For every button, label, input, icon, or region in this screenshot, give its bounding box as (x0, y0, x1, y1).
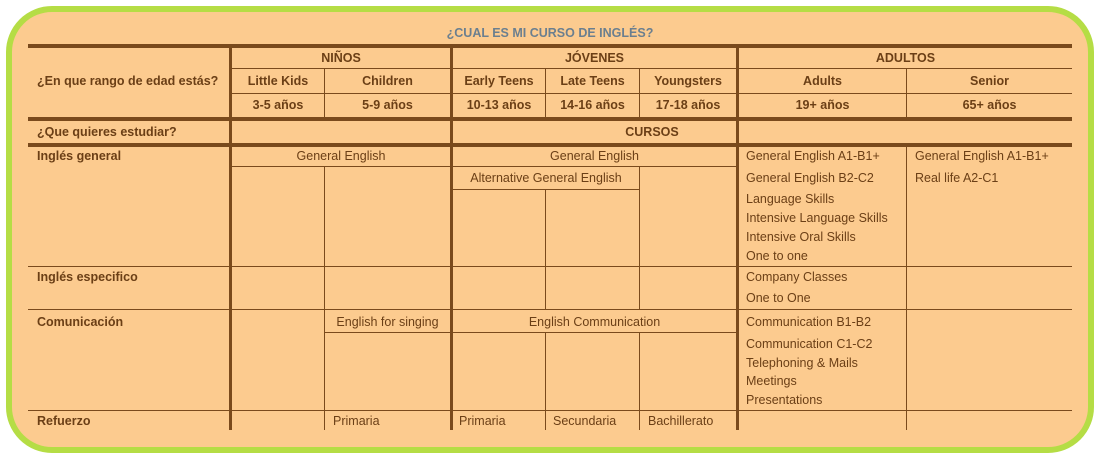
course-adults-general-1: General English A1-B1+ (746, 149, 880, 163)
course-adults-communication-3: Telephoning & Mails (746, 356, 858, 370)
level-late-teens: Late Teens (560, 74, 625, 88)
course-jovenes-communication: English Communication (528, 315, 661, 329)
course-early-teens-primaria: Primaria (459, 414, 506, 428)
level-little-kids: Little Kids (247, 74, 309, 88)
course-youngsters-bachillerato: Bachillerato (648, 414, 714, 428)
divider (324, 166, 325, 430)
age-children: 5-9 años (362, 98, 413, 112)
level-children: Children (362, 74, 413, 88)
divider (28, 44, 1072, 48)
level-early-teens: Early Teens (464, 74, 534, 88)
course-adults-communication-4: Meetings (746, 374, 797, 388)
course-children-singing: English for singing (336, 315, 439, 329)
divider (545, 189, 546, 310)
level-youngsters: Youngsters (654, 74, 722, 88)
course-adults-general-4: Intensive Language Skills (746, 211, 888, 225)
age-early-teens: 10-13 años (466, 98, 532, 112)
divider (639, 166, 640, 310)
row-label-refuerzo: Refuerzo (37, 414, 91, 428)
level-adults: Adults (803, 74, 842, 88)
group-adultos: ADULTOS (875, 51, 936, 65)
table-title: ¿CUAL ES MI CURSO DE INGLÉS? (446, 26, 654, 40)
row-label-general: Inglés general (37, 149, 122, 163)
divider (28, 143, 1072, 147)
course-adults-general-6: One to one (746, 249, 808, 263)
divider (453, 189, 639, 190)
divider (639, 332, 640, 430)
age-adults: 19+ años (795, 98, 850, 112)
course-late-teens-secundaria: Secundaria (553, 414, 617, 428)
course-jovenes-alternative: Alternative General English (470, 171, 622, 185)
group-ninos: NIÑOS (321, 51, 361, 65)
divider (231, 93, 1072, 94)
age-senior: 65+ años (962, 98, 1017, 112)
course-adults-especifico-1: Company Classes (746, 270, 848, 284)
divider (28, 266, 1072, 267)
course-senior-general-1: General English A1-B1+ (915, 149, 1049, 163)
course-ninos-general: General English (296, 149, 386, 163)
cursos-header: CURSOS (625, 125, 679, 139)
course-adults-communication-2: Communication C1-C2 (746, 337, 873, 351)
divider (231, 68, 1072, 69)
course-adults-communication-1: Communication B1-B2 (746, 315, 872, 329)
course-adults-general-2: General English B2-C2 (746, 171, 874, 185)
divider (325, 332, 738, 333)
course-adults-especifico-2: One to One (746, 291, 811, 305)
age-late-teens: 14-16 años (560, 98, 625, 112)
age-question-label: ¿En que rango de edad estás? (37, 74, 219, 88)
divider (545, 332, 546, 430)
divider (28, 309, 1072, 310)
group-jovenes: JÓVENES (564, 51, 625, 65)
divider (28, 117, 1072, 121)
age-youngsters: 17-18 años (655, 98, 721, 112)
divider (231, 166, 738, 167)
course-adults-communication-5: Presentations (746, 393, 823, 407)
course-adults-general-3: Language Skills (746, 192, 835, 206)
divider (28, 410, 1072, 411)
row-label-especifico: Inglés especifico (37, 270, 138, 284)
course-jovenes-general: General English (550, 149, 639, 163)
study-question-label: ¿Que quieres estudiar? (37, 125, 177, 139)
divider (906, 147, 907, 430)
course-adults-general-5: Intensive Oral Skills (746, 230, 856, 244)
course-senior-general-2: Real life A2-C1 (915, 171, 999, 185)
age-little-kids: 3-5 años (252, 98, 304, 112)
row-label-comunicacion: Comunicación (37, 315, 124, 329)
course-children-primaria: Primaria (333, 414, 380, 428)
level-senior: Senior (970, 74, 1009, 88)
